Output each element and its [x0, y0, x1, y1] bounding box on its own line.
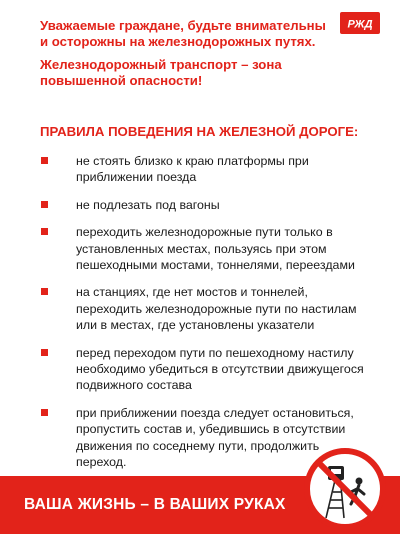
- rule-text: перед переходом пути по пешеходному настилу необходимо убедиться в отсутствии движущегося подвижного состава: [76, 345, 364, 393]
- square-bullet-icon: [41, 228, 48, 235]
- no-pedestrian-crossing-icon: [304, 448, 386, 530]
- rule-item: [40, 345, 370, 394]
- rule-item: [40, 197, 370, 213]
- rules-title: ПРАВИЛА ПОВЕДЕНИЯ НА ЖЕЛЕЗНОЙ ДОРОГЕ:: [40, 124, 359, 139]
- rule-text: не стоять близко к краю платформы при приближении поезда: [76, 154, 309, 185]
- rule-text: переходить железнодорожные пути только в установленных местах, пользуясь при этом пешеходными мостами, тоннелями, переездами: [76, 225, 355, 273]
- intro-block: [40, 18, 330, 96]
- intro-warning: Уважаемые граждане, будьте внимательны и осторожны на железнодорожных путях.: [40, 18, 326, 49]
- square-bullet-icon: [41, 201, 48, 208]
- bottom-margin: [0, 534, 400, 542]
- intro-danger-zone: Железнодорожный транспорт – зона повышенной опасности!: [40, 57, 282, 88]
- rule-item: [40, 284, 370, 333]
- rule-text: при приближении поезда следует остановиться, пропустить состав и, убедившись в отсутствии движения по соседнему пути, продолжить переход.: [76, 405, 354, 470]
- rzd-logo-icon: [340, 12, 380, 34]
- rule-text: не подлезать под вагоны: [76, 197, 220, 212]
- square-bullet-icon: [41, 157, 48, 164]
- rules-list: [40, 153, 370, 482]
- rule-item: [40, 224, 370, 273]
- rule-item: [40, 153, 370, 186]
- square-bullet-icon: [41, 288, 48, 295]
- footer-slogan: ВАША ЖИЗНЬ – В ВАШИХ РУКАХ: [24, 496, 286, 513]
- logo-text: РЖД: [347, 18, 373, 31]
- rule-text: на станциях, где нет мостов и тоннелей, переходить железнодорожные пути по настилам или в местах, где установлены указатели: [76, 285, 357, 333]
- square-bullet-icon: [41, 409, 48, 416]
- square-bullet-icon: [41, 349, 48, 356]
